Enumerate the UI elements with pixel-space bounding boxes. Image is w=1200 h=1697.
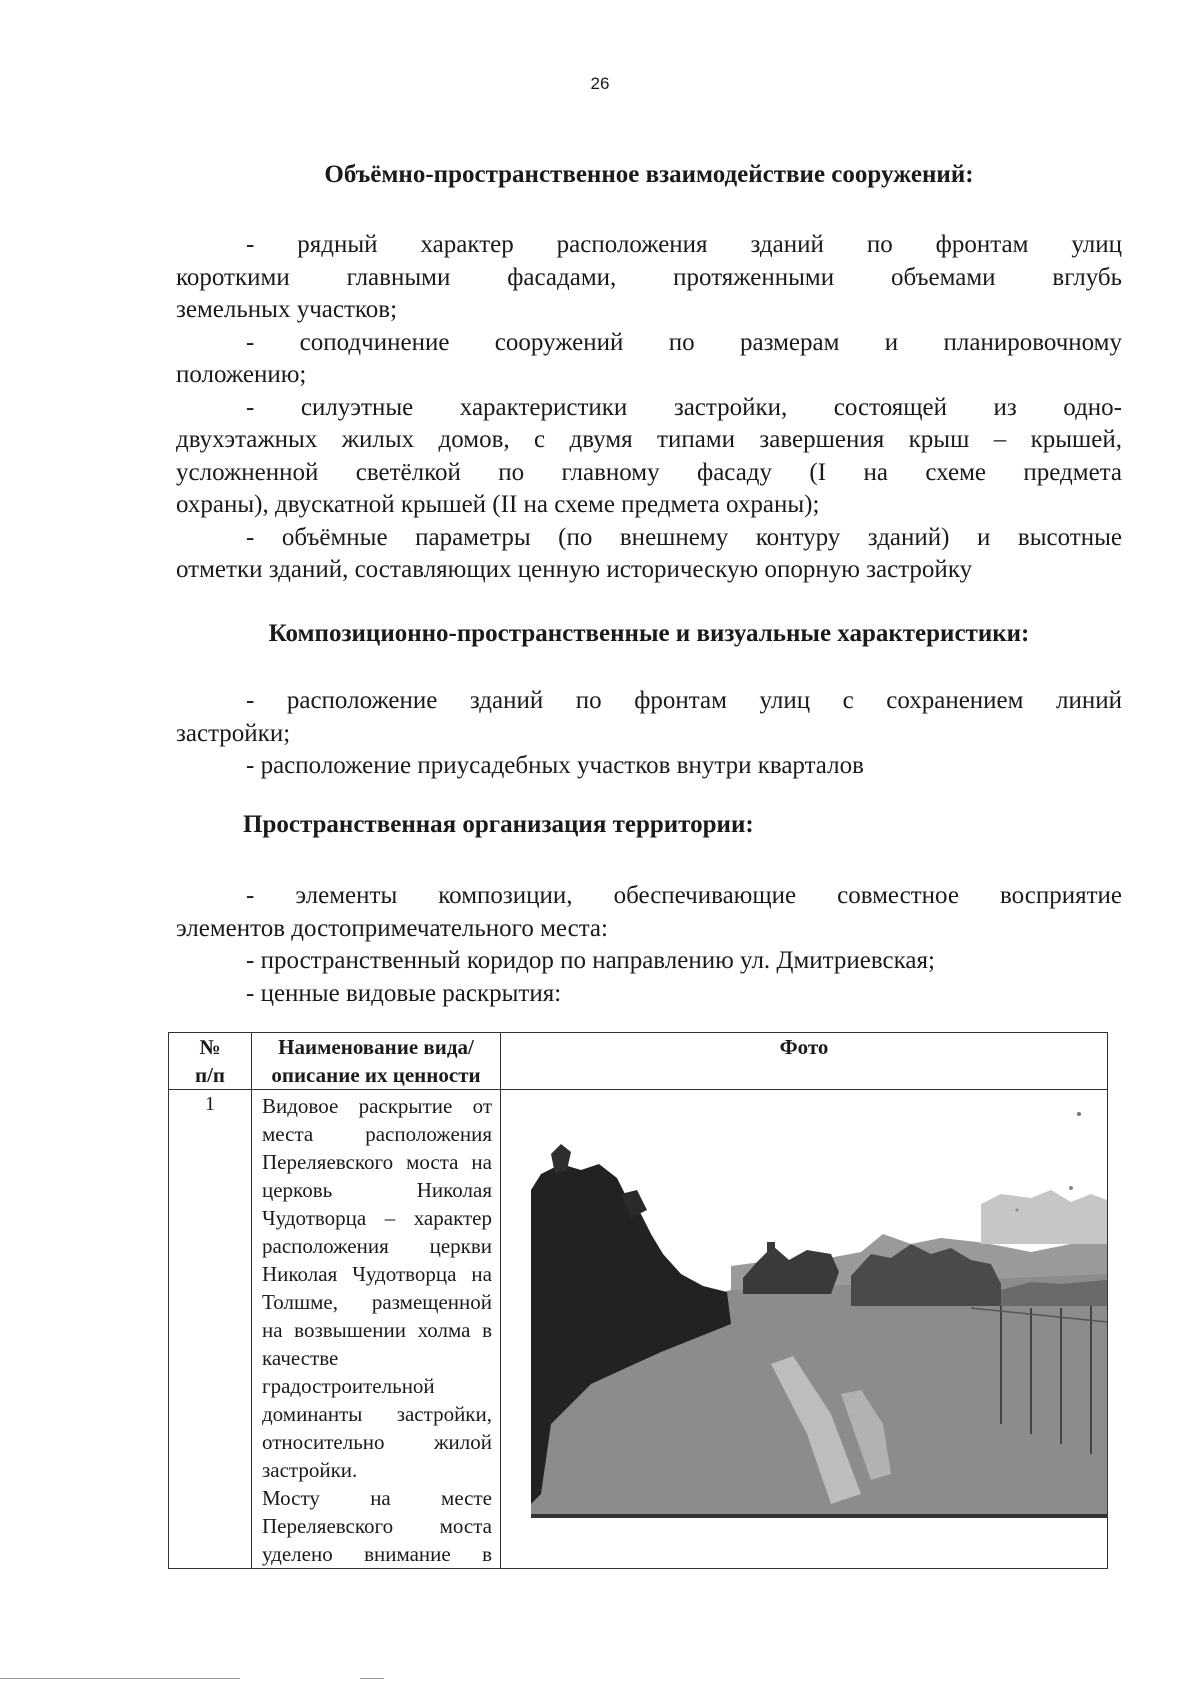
description-line: Николая Чудотворца на	[262, 1262, 492, 1286]
description-line: расположения церкви	[262, 1234, 492, 1258]
header-name-line: Наименование вида/	[278, 1035, 474, 1059]
page-number: 26	[590, 74, 610, 93]
description-line: Переляевского моста	[262, 1514, 492, 1538]
text-line: элементов достопримечательного места:	[176, 914, 608, 942]
description-line: места расположения	[262, 1122, 492, 1146]
text-line: застройки;	[176, 719, 291, 747]
paragraph	[176, 978, 1122, 1011]
text-line: короткими главными фасадами, протяженными объемами вглубь	[176, 263, 1122, 291]
description-line: Чудотворца – характер	[262, 1206, 492, 1230]
text-line: охраны), двускатной крышей (II на схеме предмета охраны);	[176, 491, 820, 518]
landscape-photo	[531, 1094, 1107, 1538]
header-number-line: №	[199, 1035, 221, 1059]
description-line: Мосту на месте	[262, 1486, 492, 1510]
text-line: отметки зданий, составляющих ценную историческую опорную застройку	[176, 556, 973, 583]
text-line: двухэтажных жилых домов, с двумя типами завершения крыш – крышей,	[176, 426, 1122, 453]
paragraph	[176, 522, 1122, 587]
paragraph	[176, 685, 1122, 750]
scan-edge-line	[0, 1678, 240, 1679]
header-name-line: описание их ценности	[271, 1063, 481, 1087]
row-photo	[501, 1090, 1108, 1569]
row-description	[252, 1090, 501, 1569]
paragraph	[176, 750, 1122, 783]
description-line: градостроительной	[262, 1374, 435, 1398]
paragraph	[176, 327, 1122, 392]
text-line: - расположение зданий по фронтам улиц с сохранением линий	[246, 687, 1122, 714]
text-line: - элементы композиции, обеспечивающие совместное восприятие	[246, 882, 1122, 909]
description-line: Видовое раскрытие от	[262, 1094, 492, 1118]
text-line: - силуэтные характеристики застройки, состоящей из одно-	[246, 393, 1122, 421]
text-line: - пространственный коридор по направлению ул. Дмитриевская;	[246, 947, 935, 974]
description-line: на возвышении холма в	[262, 1318, 492, 1342]
description-line: относительно жилой	[262, 1430, 492, 1454]
description-line: качестве	[262, 1346, 339, 1370]
paragraph	[176, 880, 1122, 945]
description-line: доминанты застройки,	[262, 1402, 492, 1426]
text-line: - объёмные параметры (по внешнему контуру зданий) и высотные	[246, 523, 1122, 551]
views-table	[168, 1032, 1108, 1569]
text-line: - рядный характер расположения зданий по фронтам улиц	[246, 231, 1122, 258]
description-line: Толшме, размещенной	[262, 1290, 492, 1314]
text-line: - ценные видовые раскрытия:	[246, 979, 562, 1007]
text-line: - соподчинение сооружений по размерам и планировочному	[246, 328, 1122, 356]
scan-edge-line	[360, 1678, 384, 1679]
text-line: положению;	[176, 361, 307, 388]
header-name	[252, 1033, 501, 1090]
text-line: земельных участков;	[176, 296, 398, 323]
description-line: Переляевского моста на	[262, 1150, 492, 1174]
paragraph	[176, 392, 1122, 522]
header-number	[169, 1033, 252, 1090]
row-number: 1	[169, 1090, 252, 1569]
description-line: церковь Николая	[262, 1178, 492, 1202]
paragraph	[176, 945, 1122, 978]
header-number-line: п/п	[194, 1063, 226, 1087]
table-header-row	[169, 1033, 1108, 1090]
table-row	[169, 1090, 1108, 1569]
header-photo: Фото	[501, 1033, 1108, 1090]
section-heading: Пространственная организация территории:	[243, 811, 754, 838]
paragraph	[176, 229, 1122, 327]
description-line: застройки.	[262, 1458, 358, 1482]
text-line: - расположение приусадебных участков внутри кварталов	[246, 752, 864, 779]
text-line: усложненной светёлкой по главному фасаду (I на схеме предмета	[176, 458, 1122, 486]
description-line: уделено внимание в	[262, 1542, 492, 1566]
section-heading: Композиционно-пространственные и визуальные характеристики:	[268, 620, 1030, 647]
section-heading: Объёмно-пространственное взаимодействие сооружений:	[324, 161, 974, 188]
